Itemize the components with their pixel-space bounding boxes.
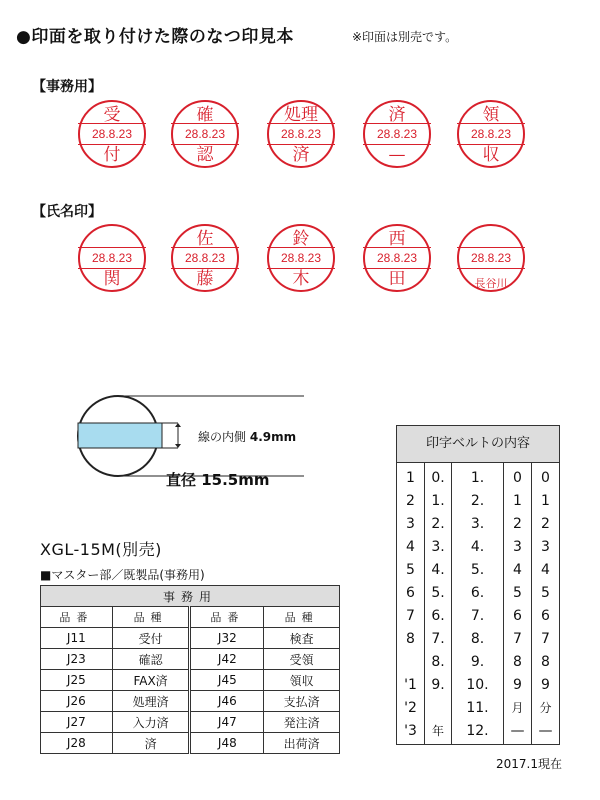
part-number: J48 [190, 733, 264, 754]
belt-char: 1. [431, 493, 445, 509]
page-title: ●印面を取り付けた際のなつ印見本 [16, 27, 294, 47]
stamp-date: 28.8.23 [376, 251, 418, 265]
stamp-name_stamps-3 [363, 224, 431, 292]
stamp-size-diagram [74, 392, 304, 512]
stamp-top-text: 鈴 [292, 229, 310, 249]
stamp-name_stamps-0 [78, 224, 146, 292]
part-number: J45 [190, 670, 264, 691]
col-header-num: 品番 [41, 607, 113, 628]
belt-char: 0 [513, 470, 522, 486]
stamp-top-text: 受 [103, 105, 121, 125]
belt-char: 4. [431, 562, 445, 578]
diameter-label: 直径 15.5mm [166, 471, 270, 489]
stamp-bottom-text: 済 [292, 145, 310, 165]
stamp-office_stamps-0 [78, 100, 146, 168]
part-type: 確認 [112, 649, 190, 670]
belt-char: 7 [541, 631, 550, 647]
belt-char: 5 [513, 585, 522, 601]
stamp-date: 28.8.23 [184, 251, 226, 265]
belt-char: 6 [541, 608, 550, 624]
belt-char: 5 [406, 562, 415, 578]
print-belt-table [396, 425, 560, 745]
stamp-date: 28.8.23 [91, 251, 133, 265]
stamp-bottom-text: 関 [103, 269, 121, 289]
part-type: 処理済 [112, 691, 190, 712]
belt-char: — [538, 723, 553, 739]
belt-char: 1 [406, 470, 415, 486]
stamp-bottom-text: 付 [103, 145, 121, 165]
section-office-label: 【事務用】 [32, 79, 102, 95]
part-number: J25 [41, 670, 113, 691]
stamp-date: 28.8.23 [91, 127, 133, 141]
stamp-bottom-text: 田 [388, 269, 406, 289]
col-header-num: 品番 [190, 607, 264, 628]
part-type: 領収 [264, 670, 340, 691]
stamp-date: 28.8.23 [470, 251, 512, 265]
belt-char: 3 [406, 516, 415, 532]
stamp-date: 28.8.23 [376, 127, 418, 141]
table-header: 事務用 [41, 586, 340, 607]
stamp-top-text: 処理 [284, 105, 318, 125]
stamp-bottom-text: 収 [482, 145, 500, 165]
belt-char: 9. [470, 654, 485, 670]
inner-width-text: 線の内側 [198, 430, 247, 444]
inner-width-value: 4.9mm [249, 430, 297, 444]
part-number: J42 [190, 649, 264, 670]
table-row [41, 712, 340, 733]
table-row [41, 649, 340, 670]
belt-char: 2. [470, 493, 485, 509]
stamp-top-text: 領 [482, 105, 500, 125]
part-type: 入力済 [112, 712, 190, 733]
part-number: J46 [190, 691, 264, 712]
stamp-office_stamps-2 [267, 100, 335, 168]
belt-char: 8 [406, 631, 415, 647]
part-number: J32 [190, 628, 264, 649]
part-type: FAX済 [112, 670, 190, 691]
belt-char: 4. [470, 539, 485, 555]
model-name: XGL-15M(別売) [40, 540, 162, 559]
table-row [41, 670, 340, 691]
belt-char: 5 [541, 585, 550, 601]
belt-char: 9. [431, 677, 445, 693]
stamp-name_stamps-4 [457, 224, 525, 292]
belt-char: 4 [541, 562, 550, 578]
title-note: ※印面は別売です。 [352, 30, 458, 44]
belt-char: 3 [513, 539, 522, 555]
table-row [41, 628, 340, 649]
stamp-bottom-text: 長谷川 [474, 277, 508, 290]
part-type: 検査 [264, 628, 340, 649]
stamp-name_stamps-2 [267, 224, 335, 292]
stamp-top-text: 済 [388, 105, 406, 125]
belt-char: 7. [470, 608, 485, 624]
belt-column-1 [397, 462, 425, 744]
belt-char: 5. [431, 585, 445, 601]
belt-char: 10. [466, 677, 489, 693]
part-type: 済 [112, 733, 190, 754]
footnote: 2017.1現在 [496, 757, 562, 771]
belt-char: 8 [541, 654, 550, 670]
belt-char: 9 [513, 677, 522, 693]
belt-title: 印字ベルトの内容 [397, 426, 559, 463]
belt-char: 8. [431, 654, 445, 670]
part-type: 受付 [112, 628, 190, 649]
stamp-bottom-text: — [388, 145, 406, 165]
part-number: J26 [41, 691, 113, 712]
stamp-date: 28.8.23 [280, 127, 322, 141]
belt-char: 6 [513, 608, 522, 624]
belt-columns [397, 462, 559, 744]
stamp-top-text: 確 [196, 105, 214, 125]
table-row [41, 733, 340, 754]
belt-char [425, 697, 451, 720]
stamp-bottom-text: 認 [196, 145, 214, 165]
belt-char: 8 [513, 654, 522, 670]
belt-char: 0. [431, 470, 445, 486]
belt-char: 1 [513, 493, 522, 509]
stamp-date: 28.8.23 [470, 127, 512, 141]
belt-char [397, 651, 424, 674]
stamp-bottom-text: 藤 [196, 269, 214, 289]
belt-char: 7. [431, 631, 445, 647]
stamp-name_stamps-1 [171, 224, 239, 292]
part-type: 出荷済 [264, 733, 340, 754]
part-number: J23 [41, 649, 113, 670]
table-row [41, 691, 340, 712]
part-type: 発注済 [264, 712, 340, 733]
belt-char: '3 [404, 723, 417, 739]
belt-char: 1. [470, 470, 485, 486]
belt-char: 3. [470, 516, 485, 532]
belt-char: 9 [541, 677, 550, 693]
col-header-type: 品種 [264, 607, 340, 628]
belt-column-3 [452, 462, 504, 744]
belt-char: 3 [541, 539, 550, 555]
belt-char: 7 [406, 608, 415, 624]
stamp-top-text: 佐 [196, 229, 214, 249]
part-type: 受領 [264, 649, 340, 670]
inner-width-label [198, 428, 296, 445]
belt-char: 2 [406, 493, 415, 509]
part-number: J11 [41, 628, 113, 649]
belt-char: 3. [431, 539, 445, 555]
belt-char: 0 [541, 470, 550, 486]
stamp-office_stamps-3 [363, 100, 431, 168]
belt-column-4 [504, 462, 532, 744]
belt-char: 分 [539, 701, 552, 715]
belt-char: '1 [404, 677, 417, 693]
belt-char: 1 [541, 493, 550, 509]
part-number: J28 [41, 733, 113, 754]
part-number: J27 [41, 712, 113, 733]
stamp-top-text: 西 [388, 229, 406, 249]
belt-char: 7 [513, 631, 522, 647]
col-header-type: 品種 [112, 607, 190, 628]
belt-char: 4 [406, 539, 415, 555]
belt-char: 4 [513, 562, 522, 578]
parts-table [40, 585, 340, 754]
stamp-bottom-text: 木 [292, 269, 310, 289]
belt-char: 2 [513, 516, 522, 532]
belt-column-5 [532, 462, 559, 744]
belt-column-2 [425, 462, 452, 744]
stamp-office_stamps-4 [457, 100, 525, 168]
belt-char: 6 [406, 585, 415, 601]
belt-char: 月 [511, 701, 524, 715]
stamp-date: 28.8.23 [184, 127, 226, 141]
part-type: 支払済 [264, 691, 340, 712]
belt-char: 11. [466, 700, 489, 716]
belt-char: 2 [541, 516, 550, 532]
belt-char: 2. [431, 516, 445, 532]
part-number: J47 [190, 712, 264, 733]
stamp-office_stamps-1 [171, 100, 239, 168]
section-name-label: 【氏名印】 [32, 204, 102, 220]
stamp-date: 28.8.23 [280, 251, 322, 265]
belt-char: 8. [470, 631, 485, 647]
parts-title: ■マスター部／既製品(事務用) [40, 568, 205, 582]
belt-char: 5. [470, 562, 485, 578]
belt-char: 6. [431, 608, 445, 624]
belt-char: 年 [431, 724, 444, 738]
belt-char: — [510, 723, 525, 739]
belt-char: 6. [470, 585, 485, 601]
belt-char: '2 [404, 700, 417, 716]
belt-char: 12. [466, 723, 489, 739]
